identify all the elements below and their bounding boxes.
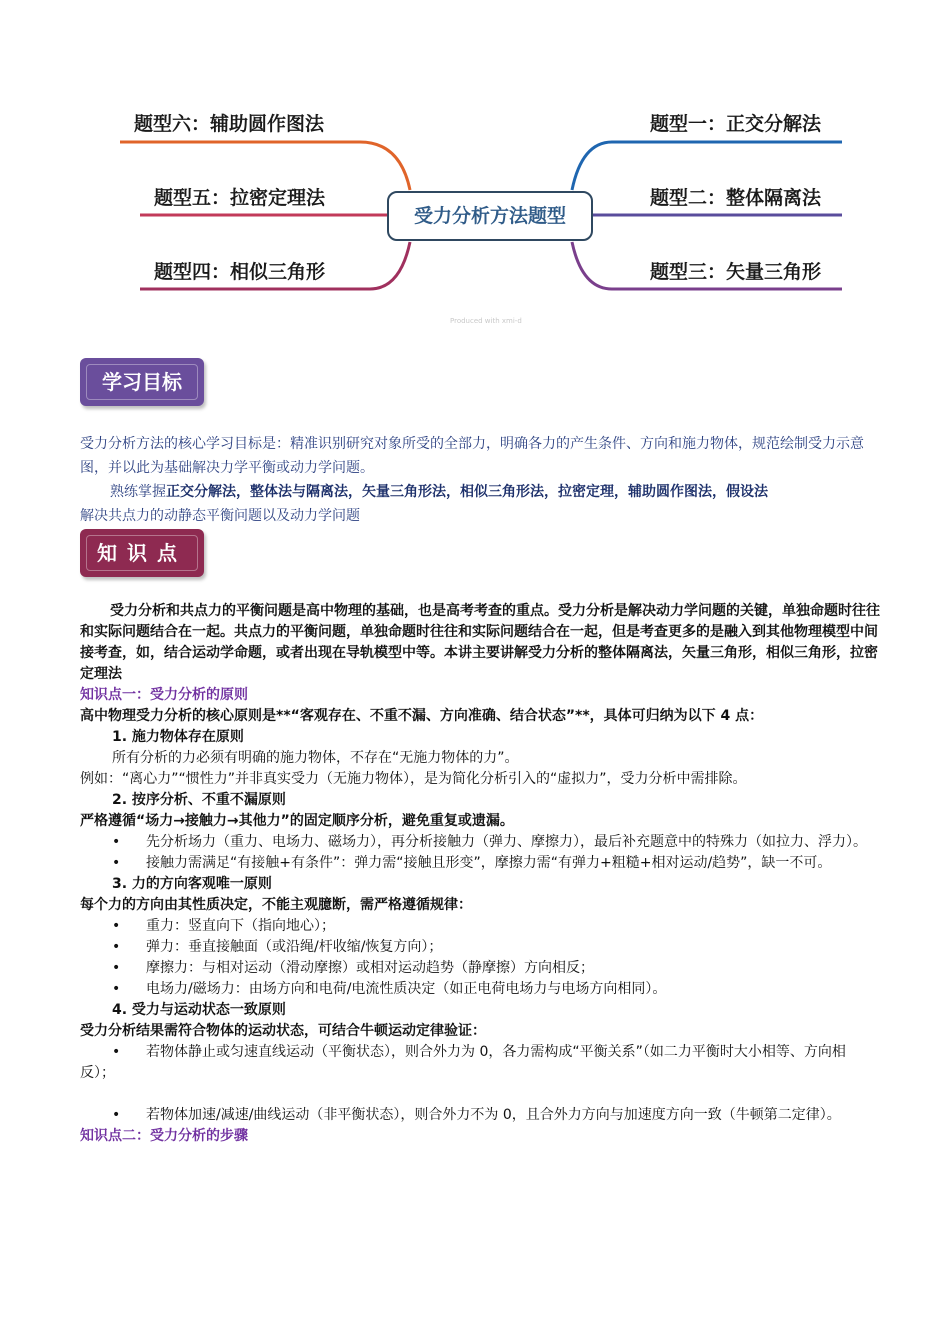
badge-learning-goals <box>80 358 204 406</box>
principle-3-title: 3. 力的方向客观唯一原则 <box>112 876 272 892</box>
goal-para2-lead: 熟练掌握 <box>110 484 166 500</box>
mindmap-left-node-3: 题型四：相似三角形 <box>154 261 326 283</box>
principle-4-bullet-1: • 若物体静止或匀速直线运动（平衡状态），则合外力为 0，各力需构成“平衡关系”（如二力平衡时大小相等、方向相反）； <box>80 1044 846 1081</box>
mind-map-branches <box>0 0 950 340</box>
mindmap-right-node-1: 题型一：正交分解法 <box>650 113 822 135</box>
mindmap-left-node-1: 题型六：辅助圆作图法 <box>134 113 325 135</box>
badge-learning-goals-label: 学习目标 <box>102 370 182 394</box>
principle-4-bullet-2: • 若物体加速/减速/曲线运动（非平衡状态），则合外力不为 0，且合外力方向与加速度方向一致（牛顿第二定律）。 <box>112 1107 841 1123</box>
principle-3-bullet-2: • 弹力：垂直接触面（或沿绳/杆收缩/恢复方向）； <box>112 939 443 955</box>
spacer <box>80 1084 880 1105</box>
principle-3-bullet-3: • 摩擦力：与相对运动（滑动摩擦）或相对运动趋势（静摩擦）方向相反； <box>112 960 594 976</box>
goal-para2-tail: 解决共点力的动静态平衡问题以及动力学问题 <box>80 508 360 524</box>
principle-1-line-1: 所有分析的力必须有明确的施力物体，不存在“无施力物体的力”。 <box>112 750 519 766</box>
principle-1-title: 1. 施力物体存在原则 <box>112 729 244 745</box>
knowledge-body <box>80 601 880 1147</box>
principle-3-bullet-4: • 电场力/磁场力：由场方向和电荷/电流性质决定（如正电荷电场力与电场方向相同）。 <box>112 981 667 997</box>
mind-map <box>0 0 950 340</box>
watermark: Produced with xmi-d <box>450 317 522 325</box>
principle-4-title: 4. 受力与运动状态一致原则 <box>112 1002 286 1018</box>
goal-para2-methods: 正交分解法，整体法与隔离法，矢量三角形法，相似三角形法，拉密定理，辅助圆作图法，假设法 <box>166 484 768 500</box>
mindmap-right-node-2: 题型二：整体隔离法 <box>650 187 822 209</box>
principle-4-lead: 受力分析结果需符合物体的运动状态，可结合牛顿运动定律验证： <box>80 1023 486 1039</box>
goal-paragraph-2 <box>80 480 880 528</box>
mindmap-right-node-3: 题型三：矢量三角形 <box>650 261 822 283</box>
kp1-title: 知识点一：受力分析的原则 <box>80 687 248 703</box>
mindmap-left-node-2: 题型五：拉密定理法 <box>154 187 326 209</box>
principle-2-lead: 严格遵循“场力→接触力→其他力”的固定顺序分析，避免重复或遗漏。 <box>80 813 514 829</box>
principle-3-bullet-1: • 重力：竖直向下（指向地心）； <box>112 918 335 934</box>
badge-knowledge-points-label: 知识点 <box>97 541 187 565</box>
principle-1-line-2: 例如：“离心力”“惯性力”并非真实受力（无施力物体），是为简化分析引入的“虚拟力”，受力分析中需排除。 <box>80 771 747 787</box>
goal-paragraph-1: 受力分析方法的核心学习目标是：精准识别研究对象所受的全部力，明确各力的产生条件、方向和施力物体，规范绘制受力示意图，并以此为基础解决力学平衡或动力学问题。 <box>80 436 864 476</box>
principle-2-bullet-2: • 接触力需满足“有接触+有条件”：弹力需“接触且形变”，摩擦力需“有弹力+粗糙+相对运动/趋势”，缺一不可。 <box>112 855 832 871</box>
badge-knowledge-points <box>80 529 204 577</box>
principle-3-lead: 每个力的方向由其性质决定，不能主观臆断，需严格遵循规律： <box>80 897 472 913</box>
kp1-lead: 高中物理受力分析的核心原则是**“客观存在、不重不漏、方向准确、结合状态”**，具体可归纳为以下 4 点： <box>80 708 764 724</box>
mindmap-center-node: 受力分析方法题型 <box>387 191 593 241</box>
knowledge-intro: 受力分析和共点力的平衡问题是高中物理的基础，也是高考考查的重点。受力分析是解决动力学问题的关键，单独命题时往往和实际问题结合在一起。共点力的平衡问题，单独命题时往往和实际问题结合在一起，但是考查更多的是融入到其他物理模型中间接考查，如，结合运动学命题，或者出现在导轨模型中等。本讲主要讲解受力分析的整体隔离法，矢量三角形，相似三角形，拉密定理法 <box>80 603 880 682</box>
kp2-title: 知识点二：受力分析的步骤 <box>80 1128 248 1144</box>
principle-2-bullet-1: • 先分析场力（重力、电场力、磁场力），再分析接触力（弹力、摩擦力），最后补充题意中的特殊力（如拉力、浮力）。 <box>112 834 867 850</box>
principle-2-title: 2. 按序分析、不重不漏原则 <box>112 792 286 808</box>
